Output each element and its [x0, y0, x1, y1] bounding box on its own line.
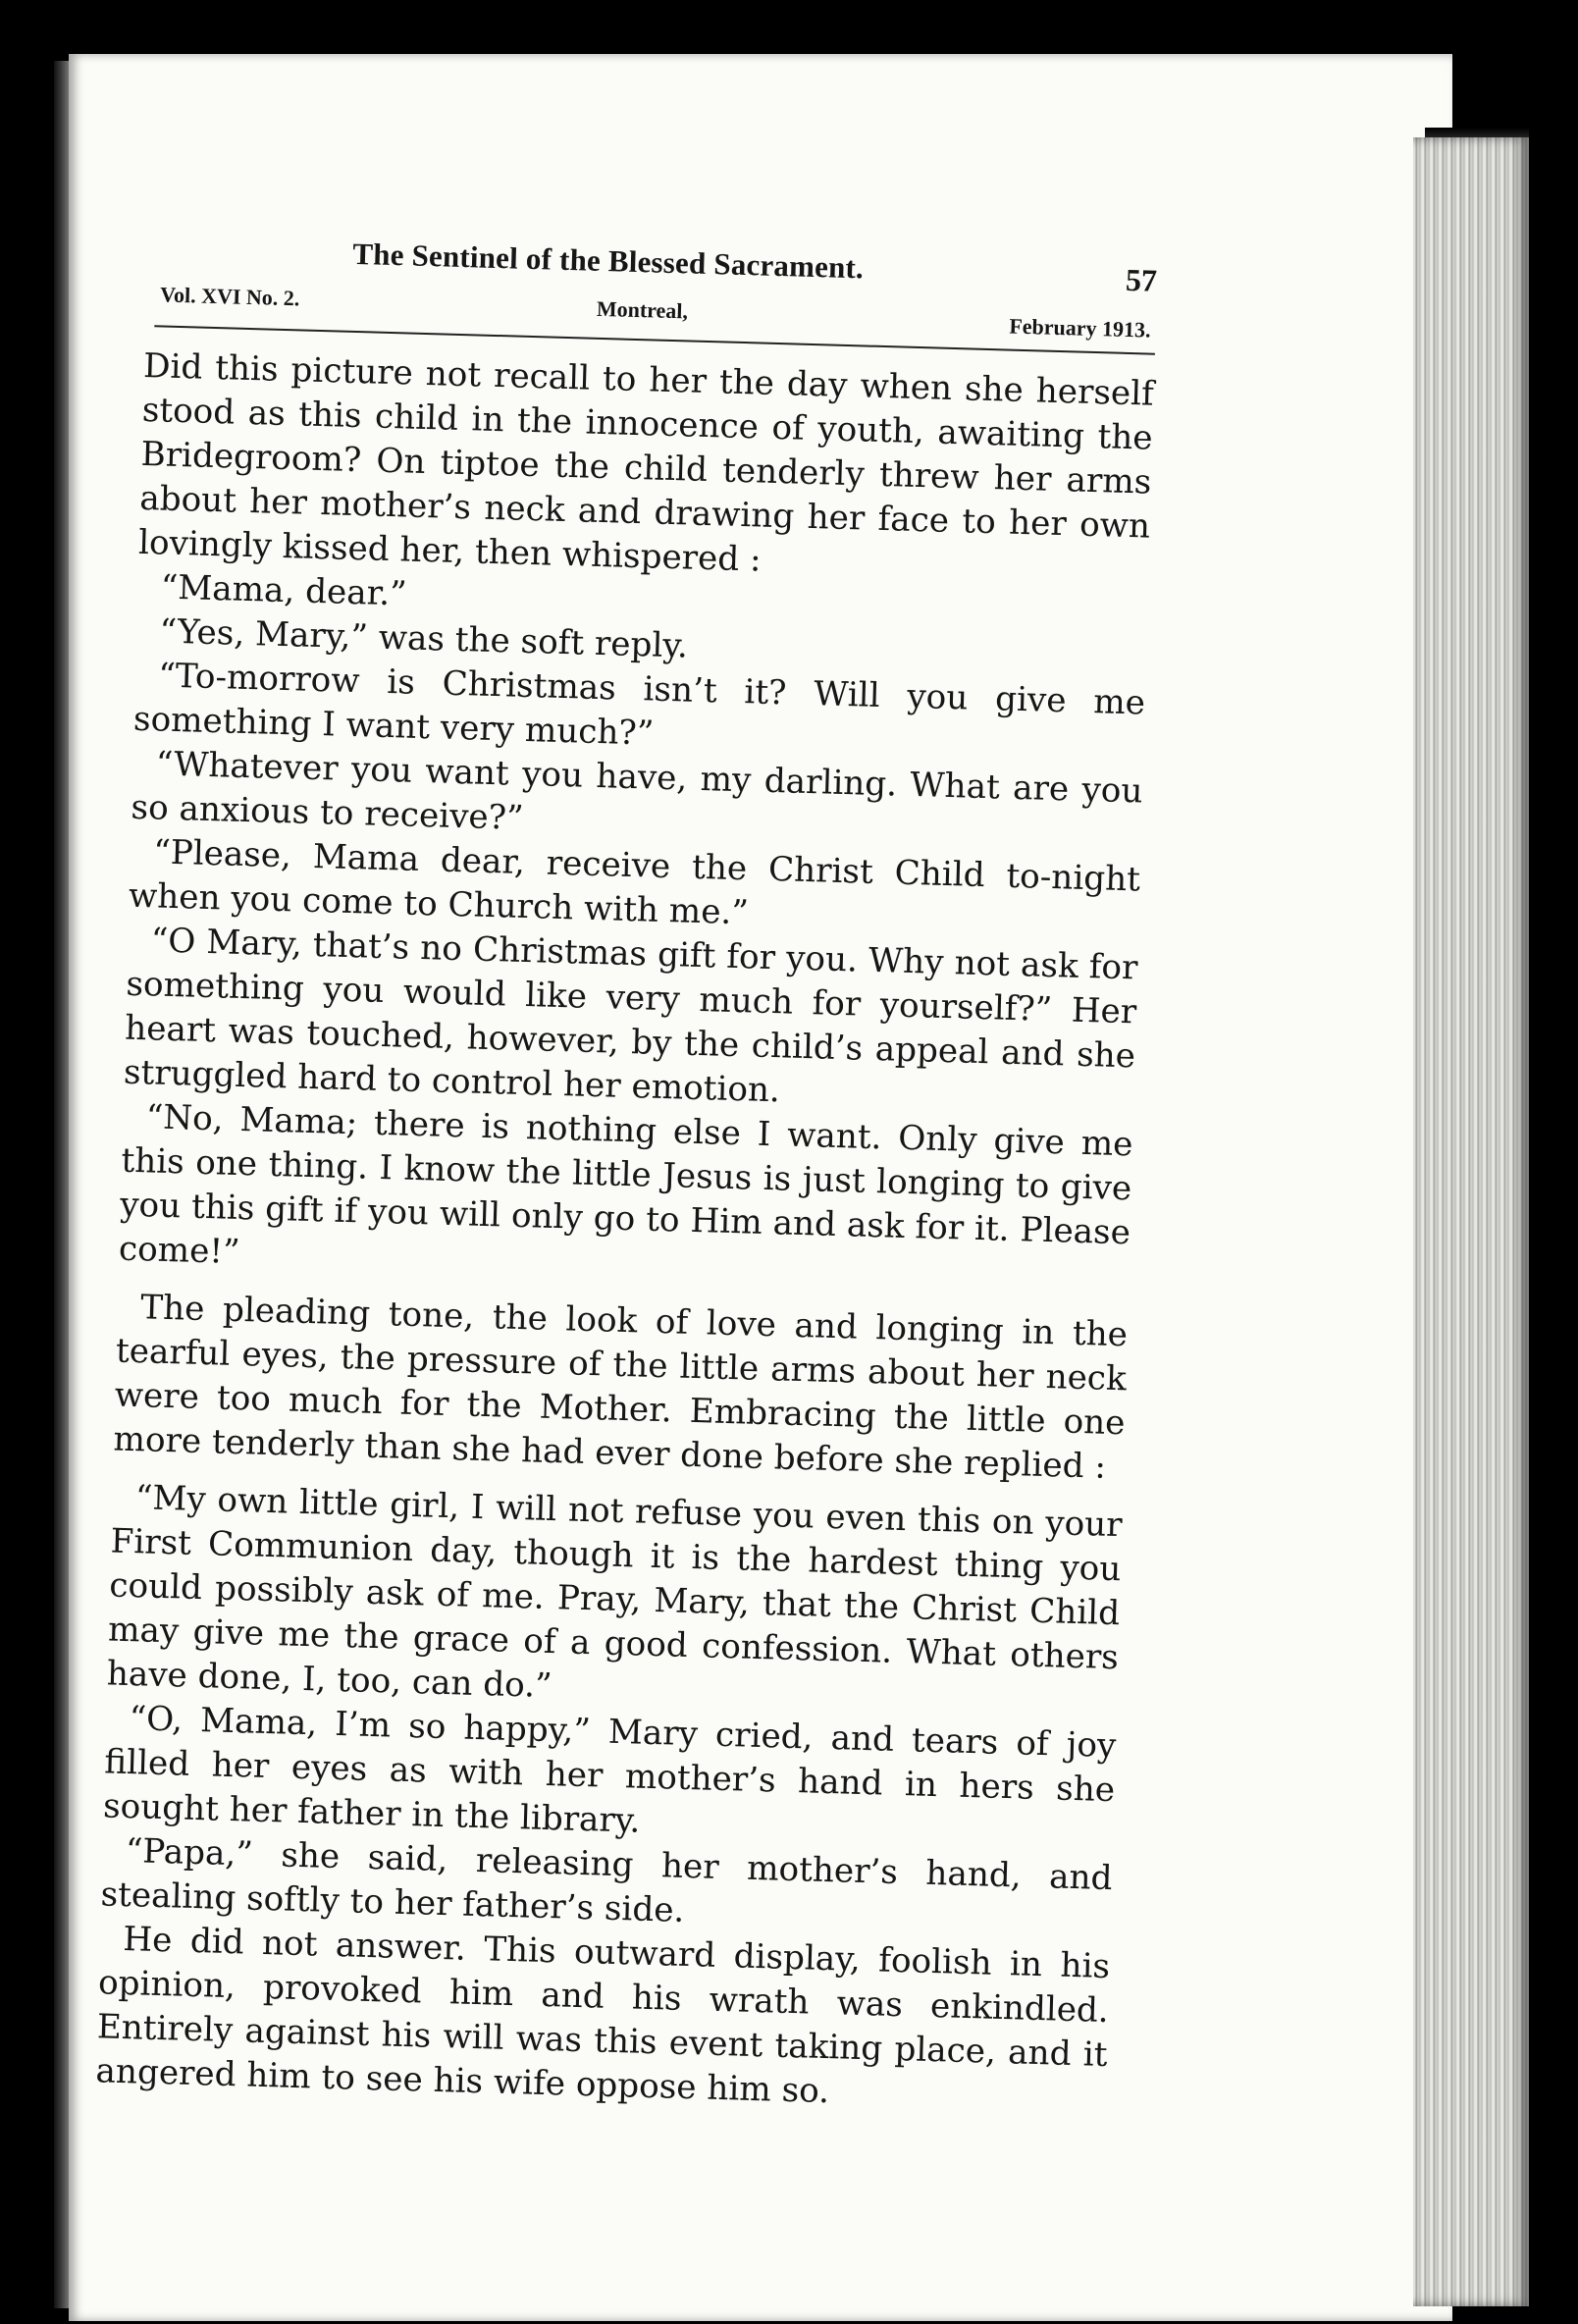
- article-body: [95, 344, 1154, 2122]
- paragraph: “O Mary, that’s no Christmas gift for you. Why not ask for something you would like very much for yourself?” Her heart was touched, however, by the child’s appeal and she struggled hard to control her emotion.: [123, 921, 1138, 1111]
- book-page-edges: [1413, 137, 1529, 2306]
- paragraph: “Whatever you want you have, my darling. What are you so anxious to receive?”: [131, 744, 1143, 838]
- place-label: Montreal,: [596, 295, 689, 324]
- volume-label: Vol. XVI No. 2.: [159, 282, 300, 311]
- paragraph: “O, Mama, I’m so happy,” Mary cried, and tears of joy filled her eyes as with her mother’s hand in hers she sought her father in the library.: [102, 1699, 1117, 1841]
- paragraph: “No, Mama; there is nothing else I want. Only give me this one thing. I know the little Jesus is just longing to give you this gift if you will only go to Him and ask for it. Please come!”: [118, 1097, 1133, 1273]
- issue-date: February 1913.: [1009, 313, 1151, 343]
- paragraph: He did not answer. This outward display, foolish in his opinion, provoked him and his wrath was enkindled. Entirely against his will was this event taking place, and it angered him to see his wife oppose him so.: [95, 1919, 1111, 2112]
- paragraph: Did this picture not recall to her the day when she herself stood as this child in the innocence of youth, awaiting the Bridegroom? On tiptoe the child tenderly threw her arms about her mother’s neck and drawing her face to her own lovingly kissed her, then whispered :: [137, 345, 1155, 580]
- paragraph: The pleading tone, the look of love and longing in the tearful eyes, the pressure of the little arms about her neck were too much for the Mother. Embracing the little one more tenderly than she had ever done before she replied :: [113, 1288, 1129, 1487]
- paragraph: “To-morrow is Christmas isn’t it? Will you give me something I want very much?”: [132, 656, 1146, 754]
- paragraph: “Please, Mama dear, receive the Christ Child to-night when you come to Church with me.”: [128, 832, 1141, 933]
- paragraph: “Yes, Mary,” was the soft reply.: [159, 611, 689, 666]
- paragraph: “Mama, dear.”: [160, 567, 408, 614]
- text-block: [95, 231, 1158, 2122]
- paragraph: “Papa,” she said, releasing her mother’s hand, and stealing softly to her father’s side.: [100, 1831, 1114, 1930]
- paragraph: “My own little girl, I will not refuse you even this on your First Communion day, though it is the hardest thing you could possibly ask of me. Pray, Mary, that the Christ Child may give me the grace of a good confession. What others have done, I, too, can do.”: [106, 1478, 1124, 1707]
- page-number: 57: [1125, 261, 1158, 298]
- journal-title: The Sentinel of the Blessed Sacrament.: [351, 236, 865, 286]
